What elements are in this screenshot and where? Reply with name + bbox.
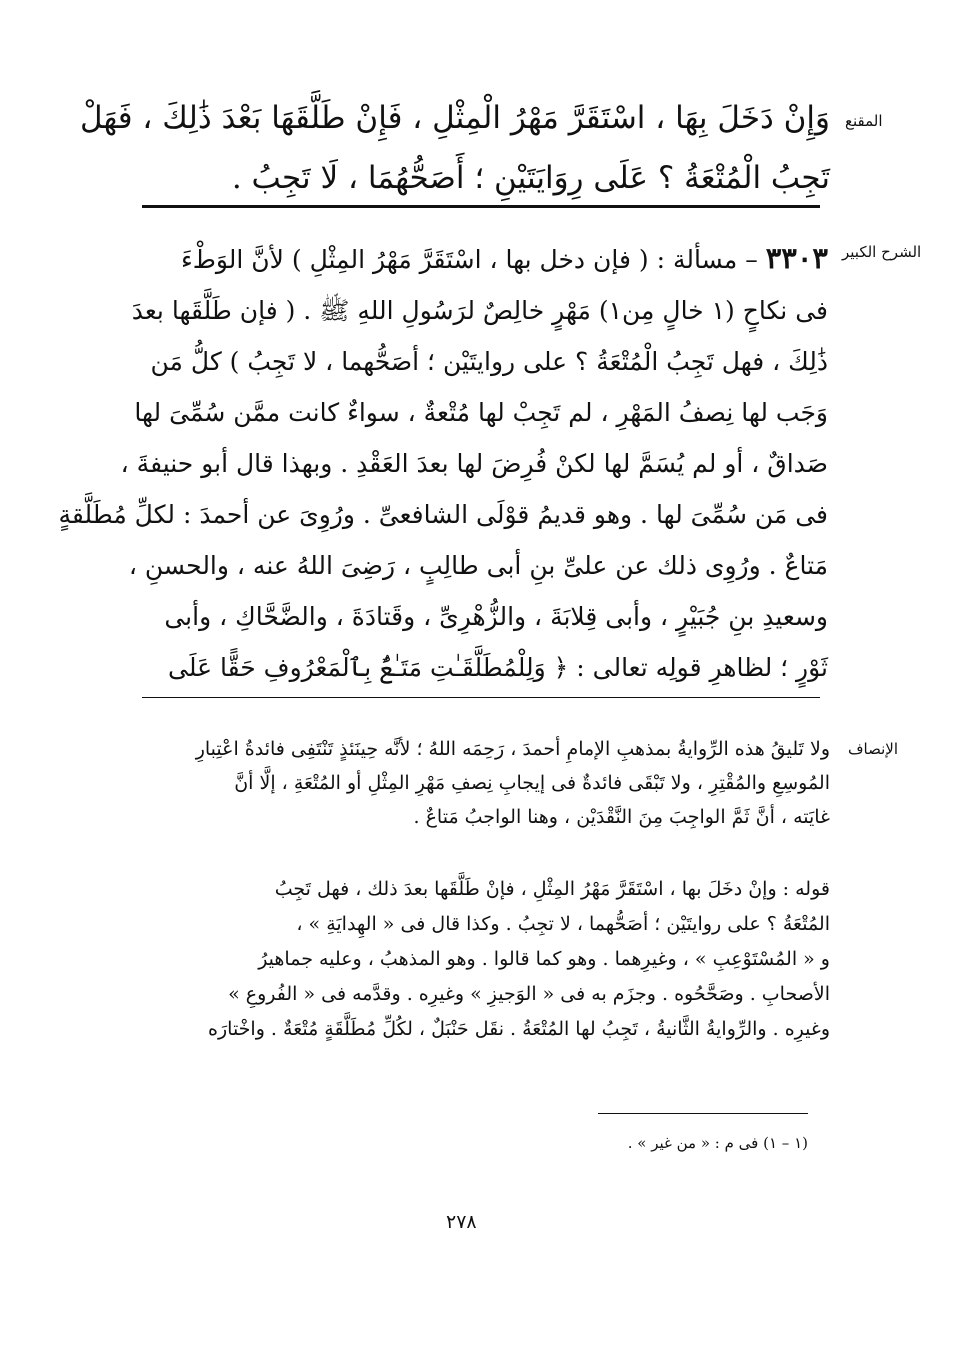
insaf-line: ولا تَليقُ هذه الرِّوايةُ بمذهبِ الإمامِ أحمدَ ، رَحِمَه اللهُ ؛ لأنَّه حِينَئذٍ تَنْتَفِى فائدةُ اعْتِبارِ — [195, 738, 830, 760]
footnote: (١ – ١) فى م : « من غير » . — [627, 1134, 808, 1152]
muqni-text — [79, 88, 830, 208]
insaf-line: و « المُسْتَوْعِبِ » ، وغيرِهما . وهو كما قالوا . وهو المذهبُ ، وعليه جماهيرُ — [258, 948, 830, 970]
insaf-line: المُوسِعِ والمُقْتِرِ ، ولا تَبْقَى فائدةٌ فى إيجابِ نِصفِ مَهْرِ المِثْلِ أو المُتْعَةِ ، إلَّا أنَّ — [234, 772, 830, 794]
insaf-line: وغيرِه . والرِّوايةُ الثَّانيةُ ، تَجِبُ لها المُتْعَةُ . نقَل حَنْبَلٌ ، لكُلِّ مُطَلَّقَةٍ مُتْعَةٌ . واخْتارَه — [208, 1018, 830, 1040]
section-divider-thick — [142, 205, 820, 208]
footnote-divider — [598, 1113, 808, 1114]
sharh-line: وَجَب لها نِصفُ المَهْرِ ، لم تَجِبْ لها مُتْعةٌ ، سواءٌ كانت ممَّن سُمِّىَ لها — [134, 398, 828, 427]
sharh-line: فى نكاحٍ (١ خالٍ مِن١) مَهْرٍ خالِصٌ لرَسُولِ اللهِ ﷺ . ( فإن طَلَّقَها بعدَ — [131, 296, 828, 325]
muqni-line: تَجِبُ الْمُتْعَةُ ؟ عَلَى رِوَايَتَيْنِ ؛ أَصَحُّهُمَا ، لَا تَجِبُ . — [231, 160, 830, 196]
sharh-line: وسعيدِ بنِ جُبَيْرٍ ، وأبى قِلابَةَ ، والزُّهْرِىِّ ، وقَتادَةَ ، والضَّحَّاكِ ، وأبى — [164, 602, 828, 631]
sharh-first-line — [140, 233, 828, 285]
muqni-section-label: المقنع — [845, 112, 883, 130]
insaf-line: الأصحابِ . وصَحَّحُوه . وجزَم به فى « الوَجيزِ » وغيرِه . وقدَّمه فى « الفُروعِ » — [228, 983, 830, 1005]
insaf-paragraph-2 — [140, 872, 830, 1047]
sharh-line: ثَوْرٍ ؛ لظاهرِ قولِه تعالى : ﴿ وَلِلْمُطَلَّقَـٰتِ مَتَـٰعٌۢ بِٱلْمَعْرُوفِ حَقًّا عَلَى — [168, 653, 828, 682]
section-divider-thin — [142, 697, 820, 698]
sharh-section-label: الشرح الكبير — [842, 243, 922, 261]
sharh-line: – مسألة : ( فإن دخل بها ، اسْتَقَرَّ مَهْرُ المِثْلِ ) لأنَّ الوَطْءَ — [181, 245, 766, 274]
insaf-section-label: الإنصاف — [848, 740, 899, 758]
sharh-line: فى مَن سُمِّىَ لها . وهو قديمُ قوْلَى الشافعىِّ . ورُوِىَ عن أحمدَ : لكلِّ مُطَلَّقةٍ — [58, 500, 828, 529]
sharh-text — [58, 233, 828, 693]
issue-number: ٣٣٠٣ — [765, 241, 828, 275]
insaf-paragraph-1 — [140, 732, 830, 834]
page-number: ٢٧٨ — [446, 1211, 477, 1233]
insaf-line: قوله : وإنْ دخَلَ بها ، اسْتَقَرَّ مَهْرُ المِثْلِ ، فإنْ طَلَّقَها بعدَ ذلك ، فهل تَجِبُ — [274, 878, 830, 900]
sharh-line: ذَٰلِكَ ، فهل تَجِبُ الْمُتْعَةُ ؟ على روايتَيْن ؛ أصَحُّهما ، لا تَجِبُ ) كلُّ مَن — [150, 347, 828, 376]
sharh-line: مَتاعٌ . ورُوِى ذلك عن علىِّ بنِ أبى طالِبٍ ، رَضِىَ اللهُ عنه ، والحسنِ ، — [128, 551, 828, 580]
insaf-line: المُتْعَةُ ؟ على روايتَيْن ؛ أصَحُّهما ، لا تجِبُ . وكذا قال فى « الهِدايَةِ » ، — [296, 913, 830, 935]
sharh-line: صَداقٌ ، أو لم يُسَمَّ لها لكنْ فُرِضَ لها بعدَ العَقْدِ . وبهذا قال أبو حنيفةَ ، — [120, 449, 828, 478]
muqni-line: وَإِنْ دَخَلَ بِهَا ، اسْتَقَرَّ مَهْرُ الْمِثْلِ ، فَإِنْ طَلَّقَهَا بَعْدَ ذَٰلِكَ ، فَهَلْ — [79, 100, 830, 136]
insaf-line: غايَته ، أنَّ ثَمَّ الواجِبَ مِنَ النَّقْدَيْن ، وهنا الواجبُ مَتاعٌ . — [413, 806, 830, 828]
